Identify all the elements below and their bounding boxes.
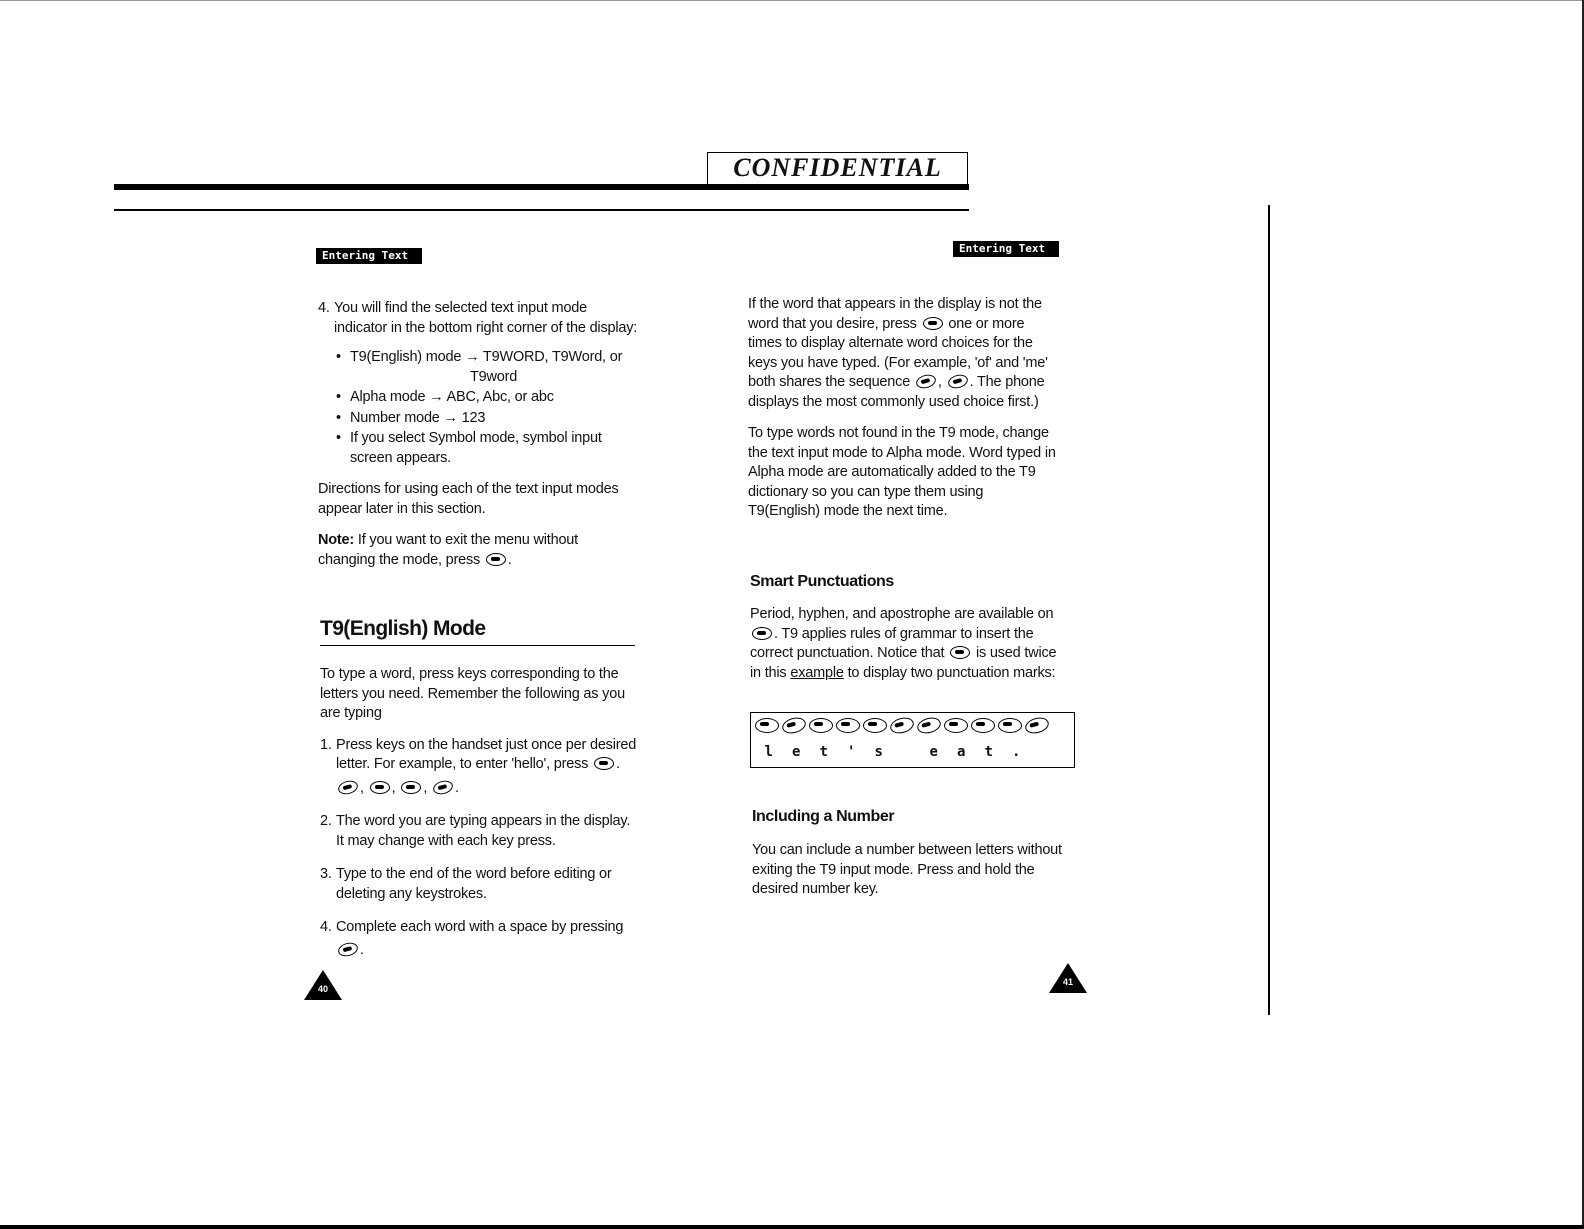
display-char: a — [957, 744, 966, 760]
phone-key-icon — [337, 940, 360, 958]
including-number-paragraph: You can include a number between letters without exiting the T9 input mode. Press and hold the desired number key. — [752, 842, 1062, 897]
phone-key-icon — [337, 778, 360, 796]
smart-punctuation-paragraph: Period, hyphen, and apostrophe are available on . T9 applies rules of grammar to insert the correct punctuation. Notice that is used twice in this example to display two punctuation marks: — [750, 606, 1057, 681]
step-text: You will find the selected text input mode indicator in the bottom right corner of the display: — [334, 300, 638, 336]
display-char: l — [764, 744, 773, 760]
phone-key-icon — [863, 718, 887, 733]
phone-key-icon — [888, 715, 915, 736]
t9-mode-section — [320, 665, 638, 960]
step-text: Type to the end of the word before editing or deleting any keystrokes. — [336, 866, 612, 902]
t9-intro: To type a word, press keys corresponding to the letters you need. Remember the following as you are typing — [320, 666, 625, 721]
list-item — [320, 918, 638, 960]
phone-key-icon — [780, 715, 807, 736]
phone-key-icon — [836, 718, 860, 733]
right-page-marker — [1049, 963, 1087, 993]
section-tab-left: Entering Text — [316, 248, 422, 264]
space-key-line: . — [336, 941, 638, 961]
display-char: ' — [847, 744, 856, 760]
step-number: 1. — [320, 736, 332, 753]
step-4-mode-indicator — [318, 299, 638, 338]
phone-key-icon — [971, 718, 995, 733]
phone-key-icon — [432, 778, 455, 796]
phone-key-icon — [944, 718, 968, 733]
left-column — [318, 299, 638, 570]
display-char: t — [819, 744, 828, 760]
display-char: . — [1012, 744, 1021, 760]
confidential-stamp: CONFIDENTIAL — [707, 152, 968, 186]
list-item — [350, 348, 638, 387]
note-label: Note: — [318, 532, 355, 548]
smart-punctuations-section — [750, 605, 1060, 683]
example-link: example — [790, 664, 844, 681]
left-page-number: 40 — [317, 984, 328, 994]
header-thick-rule — [114, 184, 969, 190]
bullet-text: T9(English) mode → T9WORD, T9Word, or — [350, 349, 623, 365]
top-edge-line — [0, 0, 1584, 1]
phone-key-icon — [594, 757, 614, 770]
step-text: Press keys on the handset just once per desired letter. For example, to enter 'hello', press . — [336, 736, 637, 772]
key-sequence-row — [755, 718, 1049, 733]
heading-underline — [320, 645, 635, 646]
mode-list — [318, 348, 638, 468]
phone-key-icon — [915, 715, 942, 736]
step-number: 4. — [320, 919, 332, 935]
phone-key-icon — [755, 718, 779, 733]
step-text: The word you are typing appears in the display. It may change with each key press. — [336, 813, 631, 849]
display-characters — [755, 744, 1030, 760]
display-char: t — [984, 744, 993, 760]
note-paragraph: Note: If you want to exit the menu without changing the mode, press . — [318, 532, 578, 568]
phone-key-icon — [915, 373, 938, 391]
phone-key-icon — [486, 553, 506, 566]
list-item: • If you select Symbol mode, symbol input screen appears. — [350, 429, 638, 468]
phone-key-icon — [401, 781, 421, 794]
phone-key-icon — [370, 781, 390, 794]
step-number: 4. — [318, 300, 330, 316]
list-item — [320, 865, 638, 904]
including-number-heading: Including a Number — [752, 808, 895, 825]
key-sequence: , , , . — [336, 779, 638, 799]
display-char: s — [874, 744, 883, 760]
phone-key-icon — [1023, 715, 1050, 736]
right-column — [748, 295, 1058, 522]
list-item — [320, 736, 638, 799]
page-right-border — [1268, 205, 1270, 1015]
list-item: • Number mode → 123 — [350, 409, 638, 429]
note-text: If you want to exit the menu without changing the mode, press — [318, 532, 578, 568]
alternate-word-paragraph: If the word that appears in the display is not the word that you desire, press one or more times to display alternate word choices for the keys you have typed. (For example, 'of' and 'me' both shares the sequence , . The phone displays the most commonly used choice first.) — [748, 296, 1048, 410]
bullet-continuation: T9word — [470, 368, 518, 385]
smart-punctuations-heading: Smart Punctuations — [750, 573, 894, 590]
scan-bottom-edge — [0, 1225, 1584, 1229]
phone-key-icon — [946, 373, 969, 391]
phone-key-icon — [950, 646, 970, 659]
left-page-marker — [304, 970, 342, 1000]
step-text: Complete each word with a space by pressing — [336, 919, 624, 935]
list-item — [320, 812, 638, 851]
right-page-number: 41 — [1062, 977, 1073, 987]
alpha-mode-paragraph: To type words not found in the T9 mode, change the text input mode to Alpha mode. Word typed in Alpha mode are automatically added to the T9 dictionary so you can type them using T9(English) mode the next time. — [748, 425, 1056, 519]
display-char: e — [792, 744, 801, 760]
phone-key-icon — [923, 317, 943, 330]
phone-key-icon — [998, 718, 1022, 733]
display-char: e — [929, 744, 938, 760]
phone-key-icon — [809, 718, 833, 733]
phone-key-icon — [752, 627, 772, 640]
example-display-box — [750, 712, 1075, 768]
section-tab-right: Entering Text — [953, 241, 1059, 257]
header-thin-rule — [114, 209, 969, 211]
t9-mode-heading: T9(English) Mode — [320, 617, 486, 640]
including-number-section — [752, 841, 1062, 900]
step-number: 3. — [320, 866, 332, 882]
step-number: 2. — [320, 813, 332, 829]
list-item: • Alpha mode → ABC, Abc, or abc — [350, 388, 638, 408]
display-char — [893, 744, 921, 760]
directions-paragraph: Directions for using each of the text input modes appear later in this section. — [318, 481, 619, 517]
